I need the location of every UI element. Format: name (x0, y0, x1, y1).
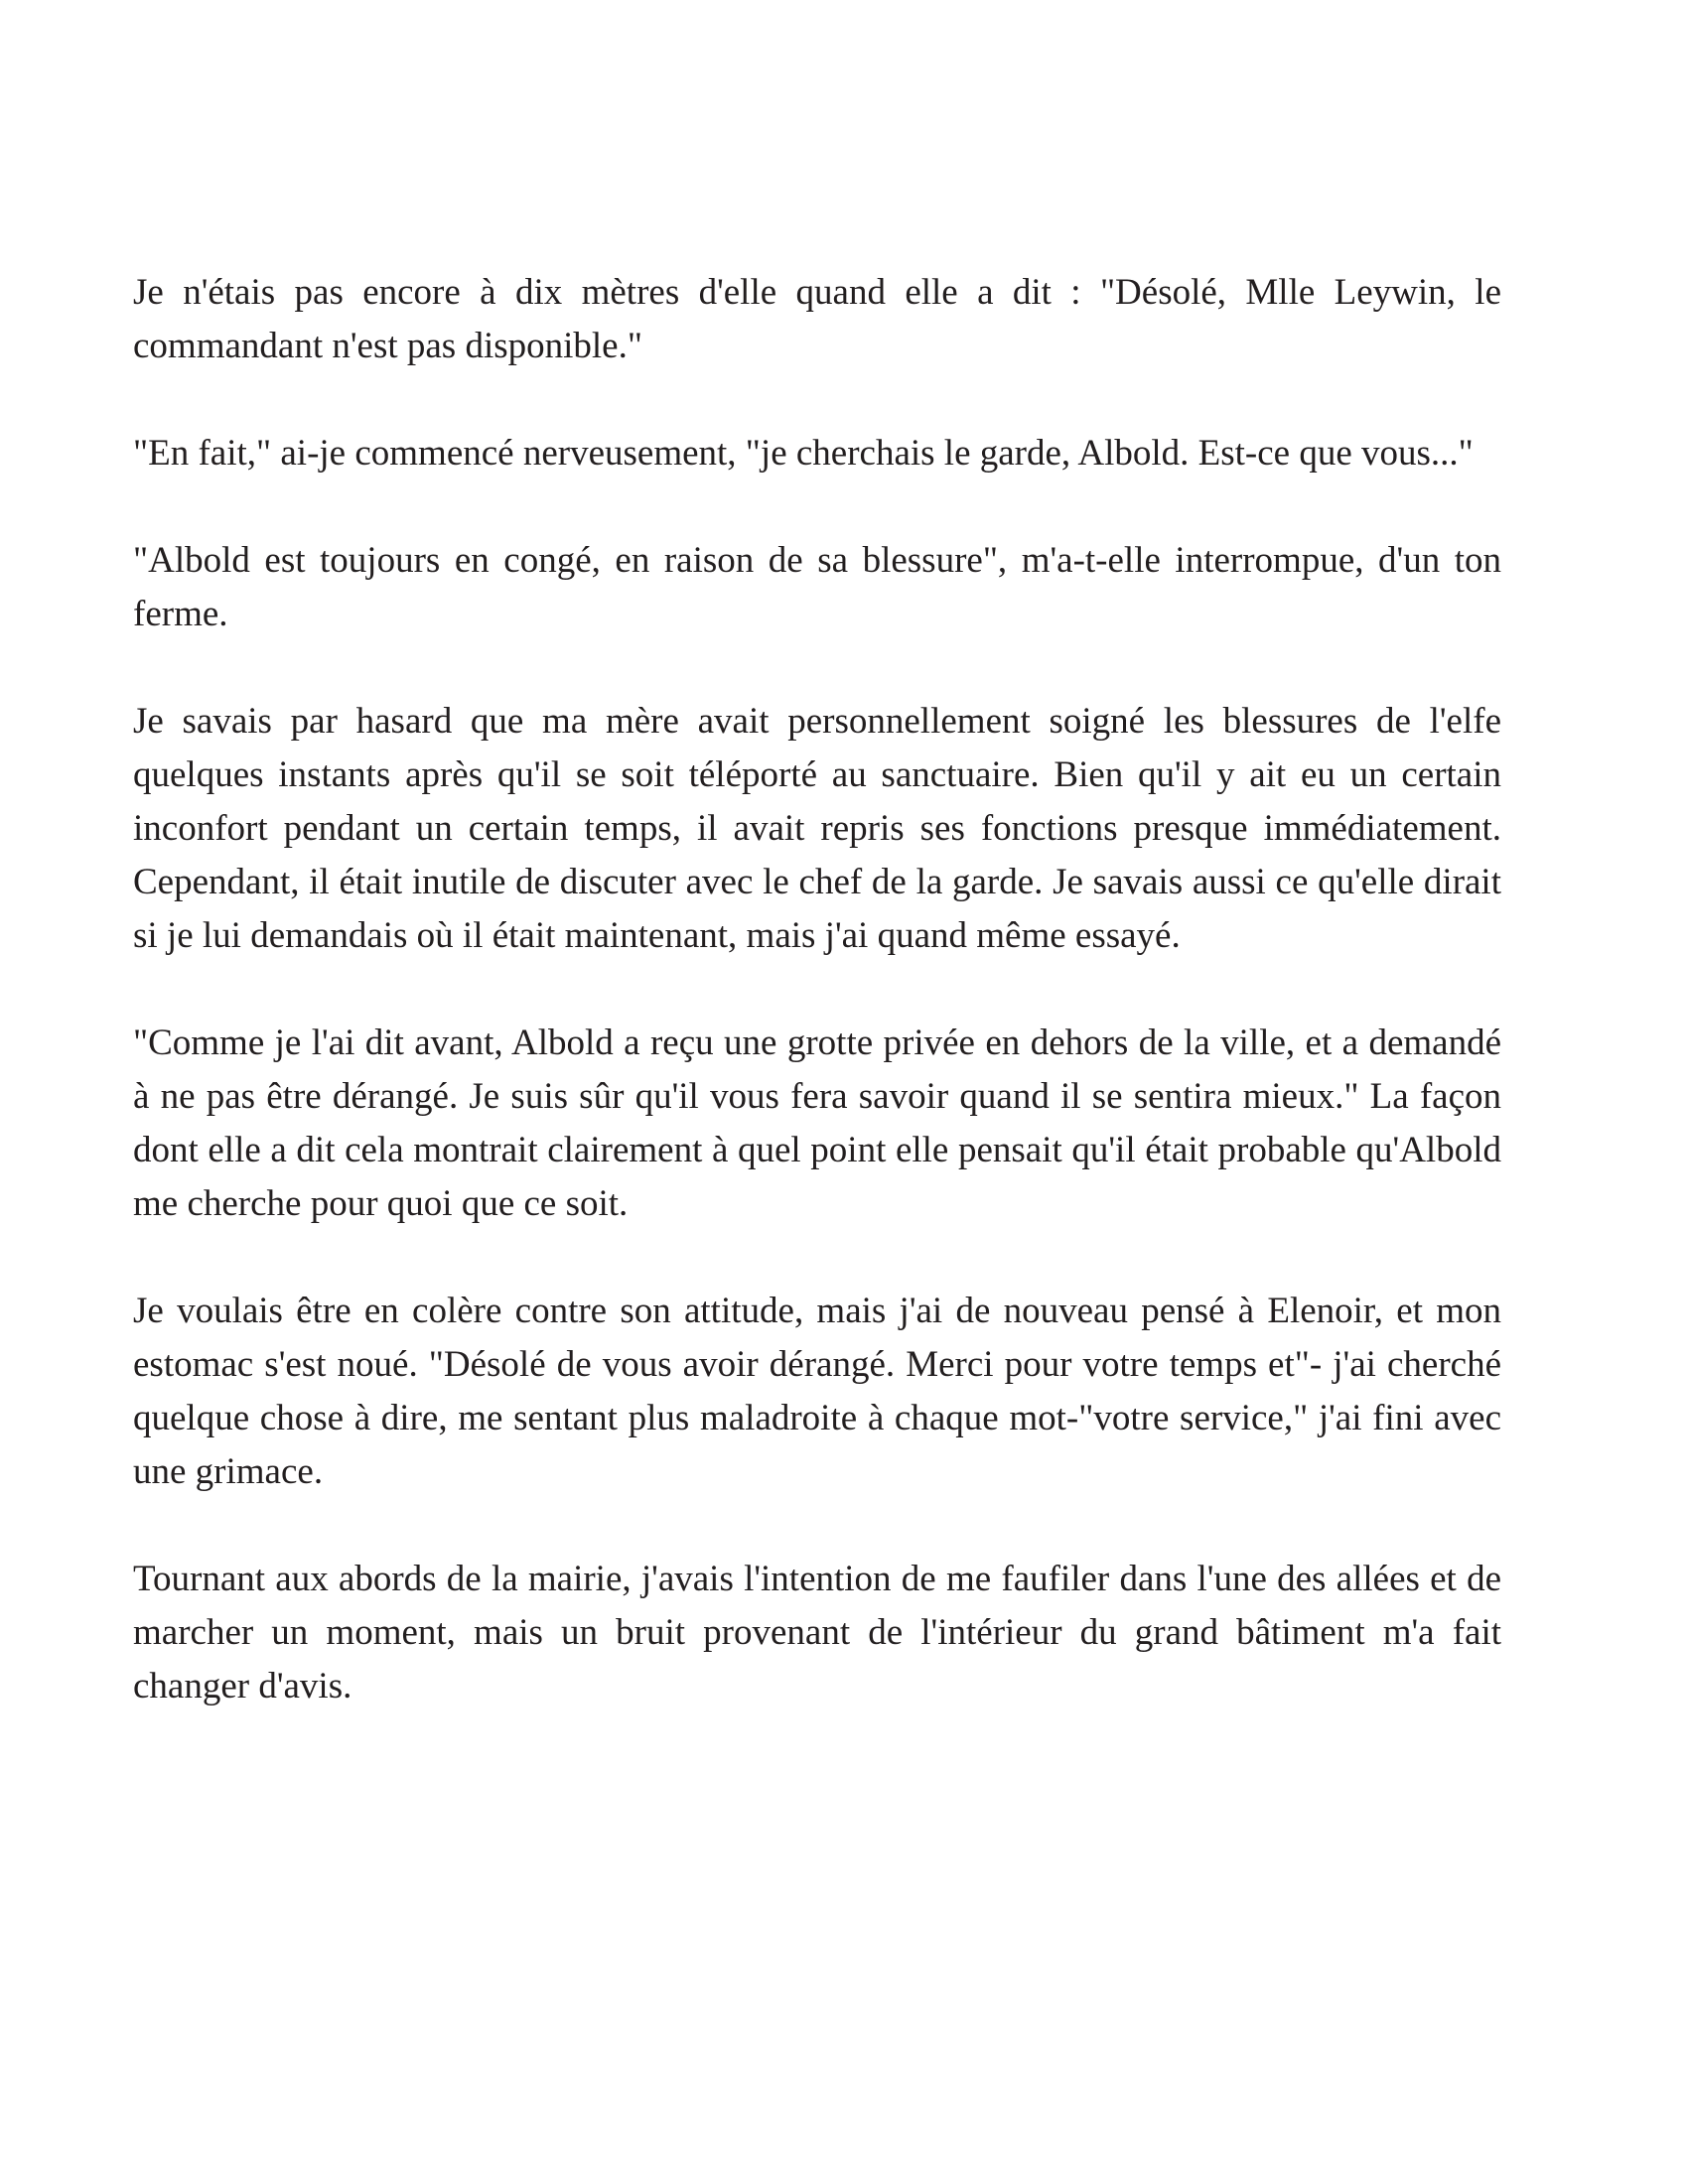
text-content (133, 266, 1501, 1713)
paragraph-7: Tournant aux abords de la mairie, j'avais l'intention de me faufiler dans l'une des allées et de marcher un moment, mais un bruit provenant de l'intérieur du grand bâtiment m'a fait changer d'avis. (133, 1559, 1501, 1706)
paragraph-6: Je voulais être en colère contre son attitude, mais j'ai de nouveau pensé à Elenoir, et mon estomac s'est noué. "Désolé de vous avoir dérangé. Merci pour votre temps et"- j'ai cherché quelque chose à dire, me sentant plus maladroite à chaque mot-"votre service," j'ai fini avec une grimace. (133, 1291, 1501, 1492)
paragraph-1: Je n'étais pas encore à dix mètres d'elle quand elle a dit : "Désolé, Mlle Leywin, le commandant n'est pas disponible." (133, 272, 1501, 366)
paragraph-3: "Albold est toujours en congé, en raison de sa blessure", m'a-t-elle interrompue, d'un ton ferme. (133, 540, 1501, 634)
paragraph-2: "En fait," ai-je commencé nerveusement, "je cherchais le garde, Albold. Est-ce que vous..." (133, 433, 1474, 474)
paragraph-4: Je savais par hasard que ma mère avait personnellement soigné les blessures de l'elfe quelques instants après qu'il se soit téléporté au sanctuaire. Bien qu'il y ait eu un certain inconfort pendant un certain temps, il avait repris ses fonctions presque immédiatement. Cependant, il était inutile de discuter avec le chef de la garde. Je savais aussi ce qu'elle dirait si je lui demandais où il était maintenant, mais j'ai quand même essayé. (133, 701, 1501, 956)
paragraph-5: "Comme je l'ai dit avant, Albold a reçu une grotte privée en dehors de la ville, et a demandé à ne pas être dérangé. Je suis sûr qu'il vous fera savoir quand il se sentira mieux." La façon dont elle a dit cela montrait clairement à quel point elle pensait qu'il était probable qu'Albold me cherche pour quoi que ce soit. (133, 1023, 1501, 1224)
